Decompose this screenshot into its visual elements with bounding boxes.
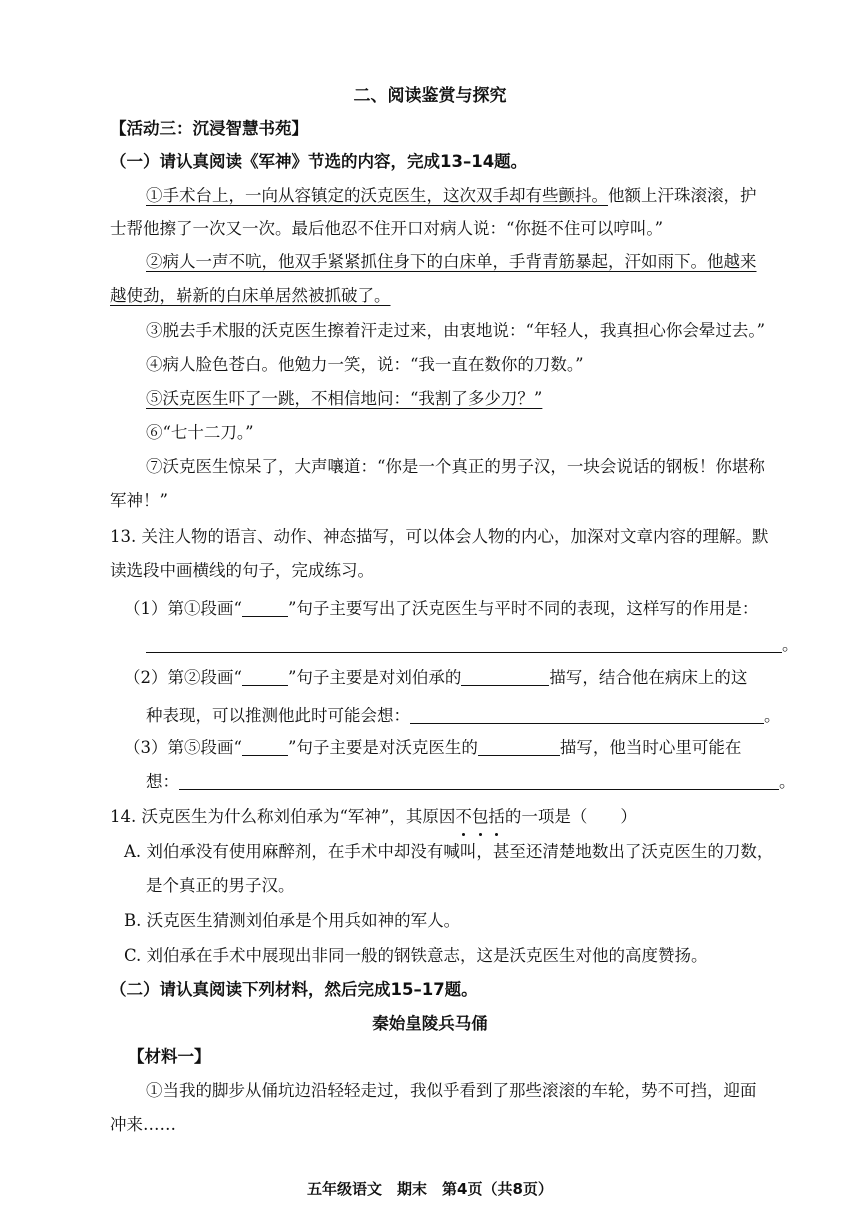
passage-p7-line2: 军神！” (110, 491, 168, 510)
material-title: 秦始皇陵兵马俑 (372, 1014, 488, 1033)
q13-sub2-line2: 种表现，可以推测他此时可能会想： 。 (146, 706, 781, 725)
page-footer: 五年级语文 期末 第4页（共8页） (307, 1180, 553, 1198)
passage-p2-line2: 越使劲，崭新的白床单居然被抓破了。 (110, 286, 391, 305)
material-label: 【材料一】 (128, 1047, 211, 1066)
q13-sub1-answer-line: 。 (146, 633, 799, 657)
passage-p7-line1: ⑦沃克医生惊呆了，大声嚷道：“你是一个真正的男子汉，一块会说话的钢板！你堪称 (146, 457, 765, 476)
passage-p1-line1: ①手术台上，一向从容镇定的沃克医生，这次双手却有些颤抖。他额上汗珠滚滚，护 (146, 186, 757, 205)
answer-blank[interactable] (410, 705, 764, 724)
q14-option-a-line2: 是个真正的男子汉。 (146, 876, 295, 895)
q14-stem: 14. 沃克医生为什么称刘伯承为“军神”，其原因不包括的一项是（ ） (110, 805, 637, 829)
answer-blank[interactable] (461, 667, 549, 686)
q14-option-a-line1[interactable]: A. 刘伯承没有使用麻醉剂，在手术中却没有喊叫，甚至还清楚地数出了沃克医生的刀数， (124, 842, 774, 861)
q13-sub3-line2: 想： 。 (146, 772, 796, 791)
passage-p5: ⑤沃克医生吓了一跳，不相信地问：“我割了多少刀？” (146, 389, 543, 408)
passage-p6: ⑥“七十二刀。” (146, 423, 254, 442)
passage-p3: ③脱去手术服的沃克医生擦着汗走过来，由衷地说：“年轻人，我真担心你会晕过去。” (146, 321, 766, 340)
emphasis-char: 包 (472, 805, 489, 829)
material-p1-line1: ①当我的脚步从俑坑边沿轻轻走过，我似乎看到了那些滚滚的车轮，势不可挡，迎面 (146, 1081, 757, 1100)
emphasis-char: 不 (455, 805, 472, 829)
material-p1-line2: 冲来…… (110, 1115, 176, 1134)
answer-blank[interactable] (478, 737, 560, 756)
part2-heading: （二）请认真阅读下列材料，然后完成15–17题。 (110, 980, 478, 999)
q13-sub2: （2）第②段画“ ”句子主要是对刘伯承的 描写，结合他在病床上的这 (124, 668, 748, 687)
emphasis-char: 括 (488, 805, 505, 829)
answer-blank[interactable] (146, 634, 782, 653)
activity-title: 【活动三：沉浸智慧书苑】 (110, 119, 308, 138)
q14-option-c[interactable]: C. 刘伯承在手术中展现出非同一般的钢铁意志，这是沃克医生对他的高度赞扬。 (124, 946, 708, 965)
q13-sub3: （3）第⑤段画“ ”句子主要是对沃克医生的 描写，他当时心里可能在 (124, 738, 742, 757)
q14-option-b[interactable]: B. 沃克医生猜测刘伯承是个用兵如神的军人。 (124, 911, 461, 930)
answer-blank[interactable] (242, 737, 288, 756)
answer-blank[interactable] (242, 667, 288, 686)
passage-p4: ④病人脸色苍白。他勉力一笑，说：“我一直在数你的刀数。” (146, 355, 584, 374)
passage-p1-line2: 士帮他擦了一次又一次。最后他忍不住开口对病人说：“你挺不住可以哼叫。” (110, 219, 664, 238)
underlined-sentence-1: ①手术台上，一向从容镇定的沃克医生，这次双手却有些颤抖。 (146, 186, 608, 205)
q13-stem-line1: 13. 关注人物的语言、动作、神态描写，可以体会人物的内心，加深对文章内容的理解。默 (110, 527, 769, 546)
section-title: 二、阅读鉴赏与探究 (353, 86, 507, 106)
answer-blank[interactable] (242, 598, 288, 617)
q13-stem-line2: 读选段中画横线的句子，完成练习。 (110, 561, 374, 580)
passage-p2-line1: ②病人一声不吭，他双手紧紧抓住身下的白床单，手背青筋暴起，汗如雨下。他越来 (146, 252, 757, 271)
answer-blank[interactable] (179, 771, 779, 790)
part1-heading: （一）请认真阅读《军神》节选的内容，完成13–14题。 (110, 152, 528, 171)
q13-sub1: （1）第①段画“ ”句子主要写出了沃克医生与平时不同的表现，这样写的作用是： (124, 599, 759, 618)
